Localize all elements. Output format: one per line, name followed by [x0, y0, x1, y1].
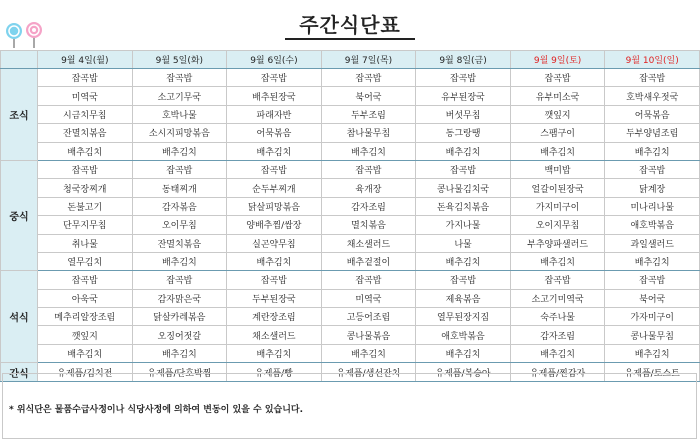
corner-cell: [1, 51, 38, 69]
table-row: [1, 289, 700, 307]
menu-cell: 취나물: [38, 234, 133, 252]
menu-cell: 감자맑은국: [132, 289, 227, 307]
table-row: [1, 69, 700, 87]
menu-cell: 잔멸치볶음: [38, 124, 133, 142]
menu-cell: 잡곡밥: [132, 69, 227, 87]
menu-cell: 잡곡밥: [227, 160, 322, 178]
menu-cell: 유제품/찐감자: [510, 363, 605, 382]
menu-cell: 배추겉절이: [321, 252, 416, 270]
menu-cell: 잡곡밥: [510, 69, 605, 87]
menu-cell: 잡곡밥: [38, 271, 133, 289]
day-header: 9월 5일(화): [132, 51, 227, 69]
menu-cell: 미역국: [38, 87, 133, 105]
menu-cell: 배추김치: [227, 252, 322, 270]
menu-cell: 가자미구이: [605, 308, 700, 326]
day-header-sunday: 9월 10일(일): [605, 51, 700, 69]
menu-cell: 유부미소국: [510, 87, 605, 105]
menu-cell: 배추김치: [321, 142, 416, 160]
menu-cell: 잡곡밥: [321, 271, 416, 289]
day-header: 9월 4일(월): [38, 51, 133, 69]
menu-cell: 유제품/빵: [227, 363, 322, 382]
table-row: [1, 124, 700, 142]
menu-cell: 깻잎지: [38, 326, 133, 344]
menu-cell: 계란장조림: [227, 308, 322, 326]
table-row: [1, 344, 700, 362]
menu-cell: 잡곡밥: [132, 160, 227, 178]
menu-cell: 잡곡밥: [416, 69, 511, 87]
menu-cell: 단무지무침: [38, 216, 133, 234]
menu-cell: 스팸구이: [510, 124, 605, 142]
menu-cell: 닭살카레볶음: [132, 308, 227, 326]
menu-cell: 감자볶음: [132, 197, 227, 215]
menu-cell: 잡곡밥: [38, 160, 133, 178]
menu-cell: 오이무침: [132, 216, 227, 234]
menu-cell: 잡곡밥: [321, 160, 416, 178]
menu-cell: 잡곡밥: [605, 160, 700, 178]
menu-cell: 잔멸치볶음: [132, 234, 227, 252]
page-title: 주간식단표: [299, 13, 401, 37]
menu-cell: 어묵볶음: [227, 124, 322, 142]
menu-cell: 열무된장지짐: [416, 308, 511, 326]
menu-cell: 배추김치: [227, 344, 322, 362]
menu-cell: 돈육김치볶음: [416, 197, 511, 215]
menu-cell: 오징어젓갈: [132, 326, 227, 344]
meal-label-breakfast: 조식: [1, 69, 38, 161]
menu-cell: 잡곡밥: [416, 160, 511, 178]
menu-cell: 제육볶음: [416, 289, 511, 307]
menu-cell: 북어국: [321, 87, 416, 105]
table-row: [1, 142, 700, 160]
menu-cell: 닭계장: [605, 179, 700, 197]
menu-cell: 미역국: [321, 289, 416, 307]
menu-cell: 순두부찌개: [227, 179, 322, 197]
table-row: [1, 87, 700, 105]
day-header: 9월 8일(금): [416, 51, 511, 69]
note-box: [2, 373, 697, 439]
menu-cell: 잡곡밥: [38, 69, 133, 87]
menu-cell: 잡곡밥: [227, 69, 322, 87]
menu-cell: 가지미구이: [510, 197, 605, 215]
menu-cell: 오이지무침: [510, 216, 605, 234]
table-row: [1, 179, 700, 197]
menu-cell: 멸치볶음: [321, 216, 416, 234]
title-underline: [285, 38, 415, 40]
menu-cell: 배추김치: [605, 142, 700, 160]
menu-cell: 배추김치: [416, 142, 511, 160]
menu-cell: 유제품/토스트: [605, 363, 700, 382]
menu-cell: 소시지피망볶음: [132, 124, 227, 142]
menu-cell: 소고기미역국: [510, 289, 605, 307]
table-row: [1, 216, 700, 234]
menu-cell: 유부된장국: [416, 87, 511, 105]
menu-cell: 두부된장국: [227, 289, 322, 307]
menu-cell: 애호박볶음: [416, 326, 511, 344]
menu-cell: 고등어조림: [321, 308, 416, 326]
menu-cell: 소고기무국: [132, 87, 227, 105]
menu-cell: 백미밥: [510, 160, 605, 178]
menu-cell: 참나물무침: [321, 124, 416, 142]
menu-cell: 배추김치: [416, 252, 511, 270]
menu-cell: 호박새우젓국: [605, 87, 700, 105]
menu-cell: 배추김치: [38, 142, 133, 160]
menu-cell: 배추김치: [510, 344, 605, 362]
menu-cell: 파래자반: [227, 105, 322, 123]
table-row: [1, 271, 700, 289]
menu-cell: 잡곡밥: [132, 271, 227, 289]
menu-cell: 동태찌개: [132, 179, 227, 197]
menu-cell: 육개장: [321, 179, 416, 197]
menu-cell: 잡곡밥: [321, 69, 416, 87]
menu-cell: 배추김치: [132, 344, 227, 362]
menu-cell: 가지나물: [416, 216, 511, 234]
header-row: [1, 51, 700, 69]
menu-cell: 아욱국: [38, 289, 133, 307]
menu-cell: 어묵볶음: [605, 105, 700, 123]
table-row: [1, 197, 700, 215]
day-header: 9월 6일(수): [227, 51, 322, 69]
menu-cell: 실곤약무침: [227, 234, 322, 252]
menu-cell: 배추김치: [132, 252, 227, 270]
menu-cell: 유제품/복숭아: [416, 363, 511, 382]
menu-cell: 나물: [416, 234, 511, 252]
menu-cell: 유제품/단호박찜: [132, 363, 227, 382]
title-area: [0, 0, 700, 50]
menu-cell: 배추된장국: [227, 87, 322, 105]
menu-cell: 호박나물: [132, 105, 227, 123]
menu-cell: 돈불고기: [38, 197, 133, 215]
menu-cell: 숙주나물: [510, 308, 605, 326]
menu-cell: 버섯무침: [416, 105, 511, 123]
menu-cell: 잡곡밥: [605, 271, 700, 289]
notice-text: * 위식단은 물품수급사정이나 식당사정에 의하여 변동이 있을 수 있습니다.: [9, 405, 304, 415]
table-row: [1, 234, 700, 252]
menu-cell: 유제품/생선잔치: [321, 363, 416, 382]
menu-cell: 북어국: [605, 289, 700, 307]
menu-cell: 감자조림: [321, 197, 416, 215]
menu-cell: 잡곡밥: [510, 271, 605, 289]
menu-cell: 과일샐러드: [605, 234, 700, 252]
menu-cell: 열무김치: [38, 252, 133, 270]
menu-cell: 미나리나물: [605, 197, 700, 215]
menu-cell: 콩나물볶음: [321, 326, 416, 344]
menu-cell: 배추김치: [132, 142, 227, 160]
meal-label-lunch: 중식: [1, 160, 38, 270]
menu-cell: 배추김치: [416, 344, 511, 362]
menu-cell: 얼갈이된장국: [510, 179, 605, 197]
menu-cell: 두부조림: [321, 105, 416, 123]
menu-cell: 애호박볶음: [605, 216, 700, 234]
menu-cell: 부추양파샐러드: [510, 234, 605, 252]
menu-cell: 동그랑땡: [416, 124, 511, 142]
menu-cell: 두부양념조림: [605, 124, 700, 142]
menu-cell: 배추김치: [605, 344, 700, 362]
menu-cell: 채소샐러드: [227, 326, 322, 344]
menu-body: [1, 69, 700, 382]
table-row: [1, 326, 700, 344]
menu-cell: 배추김치: [227, 142, 322, 160]
meal-label-dinner: 석식: [1, 271, 38, 363]
menu-cell: 배추김치: [510, 142, 605, 160]
menu-cell: 메추리알장조림: [38, 308, 133, 326]
table-row: [1, 308, 700, 326]
menu-cell: 배추김치: [38, 344, 133, 362]
menu-cell: 잡곡밥: [227, 271, 322, 289]
menu-table: [0, 50, 700, 382]
table-row: [1, 252, 700, 270]
menu-cell: 배추김치: [510, 252, 605, 270]
menu-cell: 콩나물무침: [605, 326, 700, 344]
menu-cell: 감자조림: [510, 326, 605, 344]
menu-cell: 양배추찜/쌈장: [227, 216, 322, 234]
menu-cell: 청국장찌개: [38, 179, 133, 197]
menu-cell: 배추김치: [321, 344, 416, 362]
menu-cell: 채소샐러드: [321, 234, 416, 252]
menu-cell: 콩나물김치국: [416, 179, 511, 197]
menu-cell: 유제품/김치전: [38, 363, 133, 382]
menu-cell: 배추김치: [605, 252, 700, 270]
menu-cell: 시금치무침: [38, 105, 133, 123]
menu-cell: 닭살피망볶음: [227, 197, 322, 215]
day-header: 9월 7일(목): [321, 51, 416, 69]
table-row: [1, 160, 700, 178]
meal-label-snack: 간식: [1, 363, 38, 382]
menu-cell: 깻잎지: [510, 105, 605, 123]
day-header-saturday: 9월 9일(토): [510, 51, 605, 69]
menu-cell: 잡곡밥: [416, 271, 511, 289]
table-row: [1, 105, 700, 123]
menu-cell: 잡곡밥: [605, 69, 700, 87]
